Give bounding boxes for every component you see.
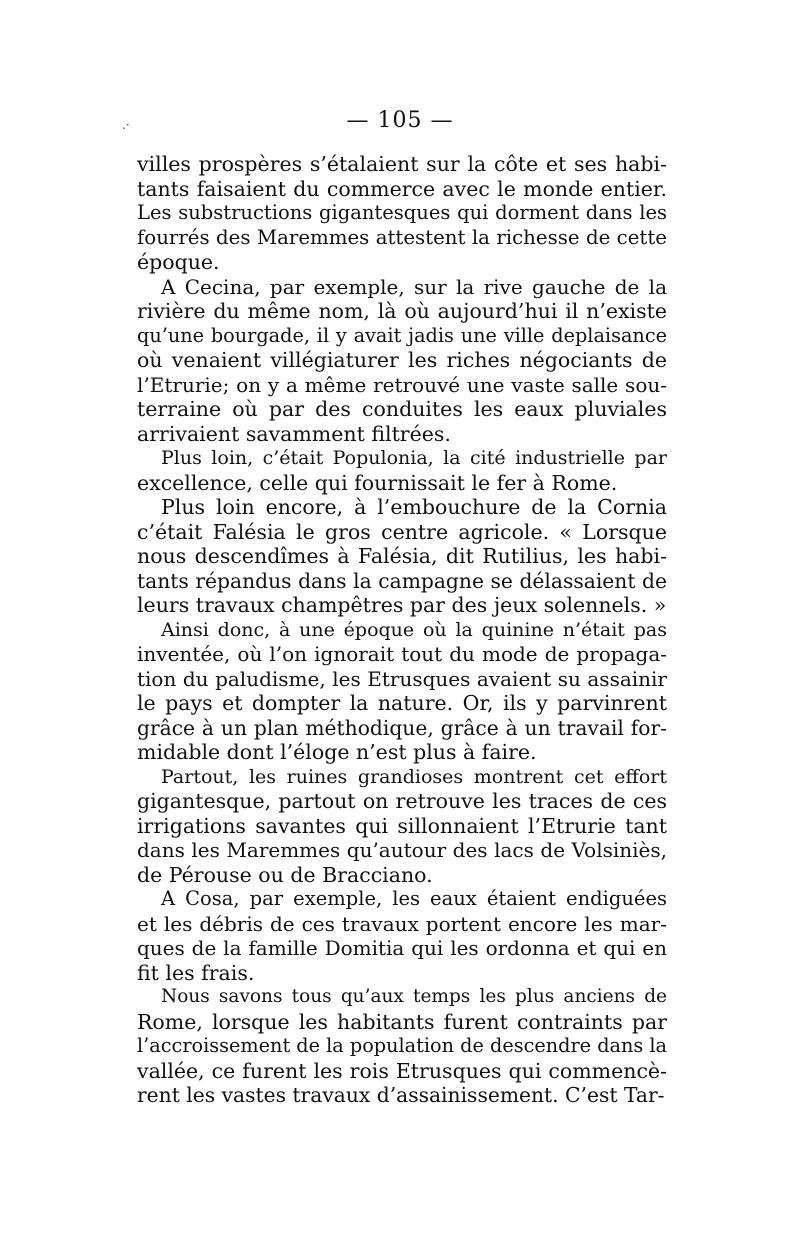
text-line: Rome, lorsque les habitants furent contraints par: [137, 1009, 667, 1034]
text-line: Les substructions gigantesques qui dorment dans les: [137, 201, 667, 224]
paragraph: [137, 765, 667, 888]
text-line: Ainsi donc, à une époque où la quinine n’était pas: [161, 618, 667, 641]
text-line: Nous savons tous qu’aux temps les plus anciens de: [161, 986, 667, 1007]
text-line: ques de la famille Domitia qui les ordonna et qui en: [137, 936, 667, 960]
text-line: tants répandus dans la campagne se délassaient de: [137, 568, 667, 593]
text-line: irrigations savantes qui sillonnaient l’Etrurie tant: [137, 813, 667, 838]
text-line: excellence, celle qui fournissait le fer à Rome.: [137, 470, 618, 495]
text-line: le pays et dompter la nature. Or, ils y parvinrent: [137, 691, 667, 715]
text-line: l’Etrurie; on y a même retrouvé une vaste salle sou-: [137, 372, 667, 397]
text-line: Plus loin encore, à l’embouchure de la Cornia: [161, 495, 667, 519]
text-line: Plus loin, c’était Populonia, la cité industrielle par: [161, 447, 667, 469]
stray-print-mark: .·: [122, 118, 130, 132]
paragraph: [137, 275, 667, 447]
text-line: Partout, les ruines grandioses montrent cet effort: [161, 765, 667, 788]
text-line: arrivaient savamment filtrées.: [137, 421, 451, 446]
text-line: gigantesque, partout on retrouve les traces de ces: [137, 789, 667, 813]
text-line: midable dont l’éloge n’est plus à faire.: [137, 740, 537, 764]
text-line: nous descendîmes à Falésia, dit Rutilius, les habi-: [137, 544, 667, 568]
paragraph: [137, 495, 667, 618]
text-line: villes prospères s’étalaient sur la côte et ses habi-: [137, 152, 667, 176]
text-line: leurs travaux champêtres par des jeux solennels. »: [137, 593, 667, 617]
paragraph: [137, 446, 667, 495]
paragraph: [137, 152, 667, 275]
text-line: où venaient villégiaturer les riches négociants de: [137, 348, 667, 372]
text-line: A Cecina, par exemple, sur la rive gauche de la: [161, 274, 667, 299]
text-line: qu’une bourgade, il y avait jadis une ville deplaisance: [137, 323, 667, 347]
paragraph: [137, 985, 667, 1108]
body-text: [137, 152, 667, 1108]
text-line: fit les frais.: [137, 960, 255, 985]
text-line: inventée, où l’on ignorait tout du mode de propaga-: [137, 642, 667, 666]
text-line: époque.: [137, 250, 220, 274]
text-line: grâce à un plan méthodique, grâce à un travail for-: [137, 715, 667, 740]
text-line: fourrés des Maremmes attestent la richesse de cette: [137, 225, 667, 249]
text-line: dans les Maremmes qu’autour des lacs de Volsiniès,: [137, 838, 667, 862]
text-line: l’accroissement de la population de descendre dans la: [137, 1034, 668, 1057]
text-line: rivière du même nom, là où aujourd’hui il n’existe: [137, 299, 667, 323]
paragraph: [137, 887, 667, 985]
text-line: de Pérouse ou de Bracciano.: [137, 862, 433, 887]
text-line: vallée, ce furent les rois Etrusques qui commencè-: [137, 1058, 667, 1083]
text-line: A Cosa, par exemple, les eaux étaient endiguées: [161, 887, 667, 910]
text-line: terraine où par des conduites les eaux pluviales: [137, 397, 667, 421]
page-number: — 105 —: [346, 108, 454, 133]
text-line: tion du paludisme, les Etrusques avaient su assainir: [137, 666, 667, 691]
paragraph: [137, 618, 667, 765]
text-line: tants faisaient du commerce avec le monde entier.: [137, 176, 667, 201]
text-line: et les débris de ces travaux portent encore les mar-: [137, 911, 667, 936]
text-line: rent les vastes travaux d’assainissement. C’est Tar-: [137, 1083, 665, 1107]
text-line: c’était Falésia le gros centre agricole. « Lorsque: [137, 519, 667, 544]
